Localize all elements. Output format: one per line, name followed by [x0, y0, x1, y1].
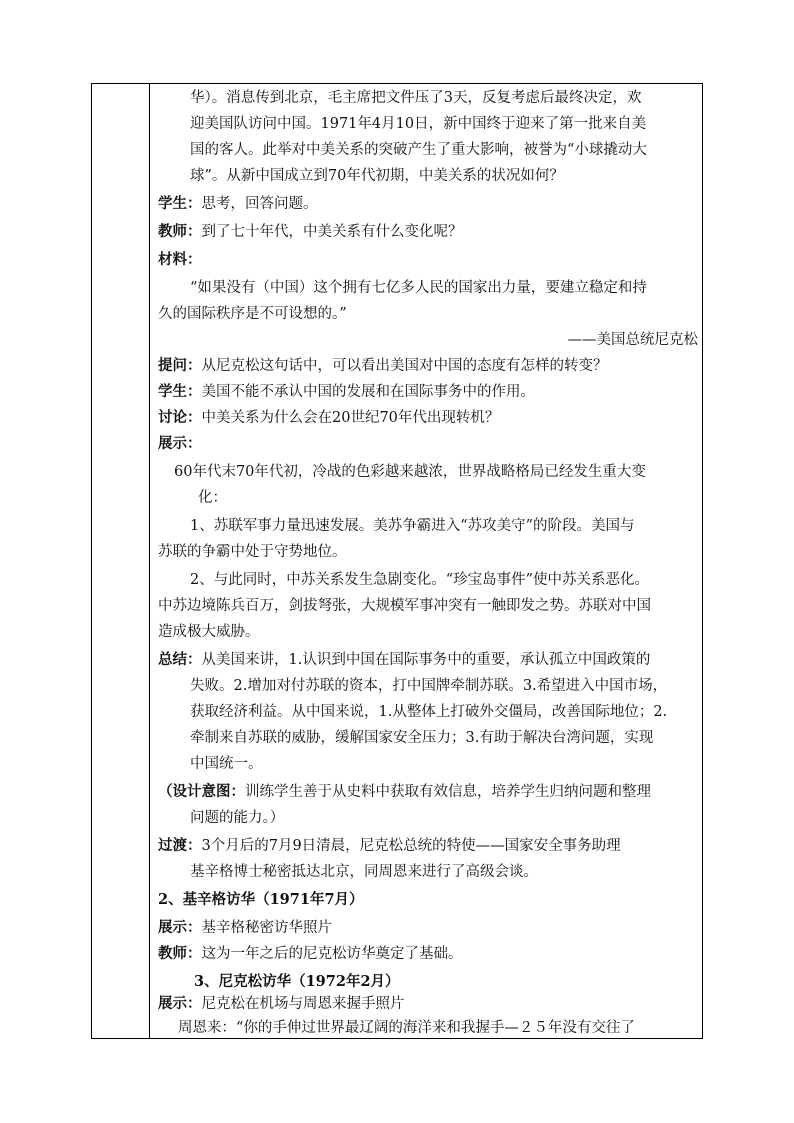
- student-text: 美国不能不承认中国的发展和在国际事务中的作用。: [201, 384, 535, 400]
- show-text: 基辛格秘密访华照片: [201, 920, 332, 936]
- text-line: 中国统一。: [190, 756, 263, 772]
- text-line: 周恩来：“你的手伸过世界最辽阔的海洋来和我握手—２５年没有交往了: [178, 1020, 635, 1036]
- student-label: 学生：: [158, 195, 202, 212]
- column-divider: [149, 83, 150, 1039]
- quote-line: “如果没有（中国）这个拥有七亿多人民的国家出力量，要建立稳定和持: [190, 280, 647, 296]
- teacher-label: 教师：: [158, 945, 202, 962]
- text-line: 获取经济利益。从中国来说，1.从整体上打破外交僵局，改善国际地位；2.: [190, 704, 668, 720]
- student-label: 学生：: [158, 383, 202, 400]
- text-line: 国的客人。此举对中美关系的突破产生了重大影响，被誉为“小球撬动大: [190, 142, 647, 158]
- section-heading-2: 2、基辛格访华（1971年7月）: [158, 891, 364, 908]
- quote-source: ——美国总统尼克松: [567, 332, 698, 348]
- material-label: 材料：: [158, 251, 202, 268]
- teacher-text: 到了七十年代，中美关系有什么变化呢？: [201, 224, 463, 240]
- transition-label: 过渡：: [158, 837, 202, 854]
- text-line: 苏联的争霸中处于守势地位。: [158, 544, 347, 560]
- discussion-label: 讨论：: [158, 409, 202, 426]
- text-line: 问题的能力。）: [190, 810, 285, 826]
- text-line: 中苏边境陈兵百万，剑拔弩张，大规模军事冲突有一触即发之势。苏联对中国: [158, 598, 651, 614]
- discussion: [158, 408, 499, 428]
- teacher-remark-2: [158, 944, 463, 964]
- text-line: 迎美国队访问中国。1971年4月10日，新中国终于迎来了第一批来自美: [190, 116, 647, 132]
- summary-label: 总结：: [158, 651, 202, 668]
- design-label: （设计意图：: [158, 783, 245, 800]
- text-line: 60年代末70年代初，冷战的色彩越来越浓，世界战略格局已经发生重大变: [174, 464, 646, 480]
- show-item: [158, 994, 405, 1014]
- design-text: 训练学生善于从史料中获取有效信息，培养学生归纳问题和整理: [245, 784, 651, 800]
- text-line: 1、苏联军事力量迅速发展。美苏争霸进入“苏攻美守”的阶段。美国与: [190, 518, 635, 534]
- text-line: 化：: [198, 490, 227, 506]
- student-answer-1: [158, 194, 318, 214]
- show-label: 展示：: [158, 995, 202, 1012]
- text-line: 失败。2.增加对付苏联的资本，打中国牌牵制苏联。3.希望进入中国市场，: [190, 678, 668, 694]
- question-label: 提问：: [158, 357, 202, 374]
- teacher-text: 这为一年之后的尼克松访华奠定了基础。: [201, 946, 463, 962]
- text-line: 牵制来自苏联的威胁，缓解国家安全压力；3.有助于解决台湾问题，实现: [190, 730, 654, 746]
- section-heading-3: 3、尼克松访华（1972年2月）: [194, 973, 400, 990]
- transition-text: 3个月后的7月9日清晨，尼克松总统的特使——国家安全事务助理: [201, 838, 621, 854]
- show-text: 尼克松在机场与周恩来握手照片: [201, 996, 405, 1012]
- text-line: 球”。从新中国成立到70年代初期，中美关系的状况如何？: [190, 168, 564, 184]
- student-answer-2: [158, 382, 535, 402]
- teacher-remark-1: [158, 222, 463, 242]
- text-line: 2、与此同时，中苏关系发生急剧变化。“珍宝岛事件”使中苏关系恶化。: [190, 572, 650, 588]
- text-line: 造成极大威胁。: [158, 624, 260, 640]
- show-label: 展示：: [158, 919, 202, 936]
- show-item: [158, 918, 332, 938]
- text-line: 基辛格博士秘密抵达北京，同周恩来进行了高级会谈。: [190, 864, 538, 880]
- quote-line: 久的国际秩序是不可设想的。”: [158, 306, 347, 322]
- question-text: 从尼克松这句话中，可以看出美国对中国的态度有怎样的转变？: [201, 358, 608, 374]
- transition: [158, 836, 621, 856]
- design-intent: [158, 782, 651, 802]
- teacher-label: 教师：: [158, 223, 202, 240]
- text-line: 华）。消息传到北京，毛主席把文件压了3天，反复考虑后最终决定，欢: [190, 90, 642, 106]
- show-label: 展示：: [158, 435, 202, 452]
- student-text: 思考，回答问题。: [201, 196, 318, 212]
- question: [158, 356, 608, 376]
- summary-text: 从美国来讲，1.认识到中国在国际事务中的重要，承认孤立中国政策的: [201, 652, 651, 668]
- summary: [158, 650, 650, 670]
- discussion-text: 中美关系为什么会在20世纪70年代出现转机？: [201, 410, 500, 426]
